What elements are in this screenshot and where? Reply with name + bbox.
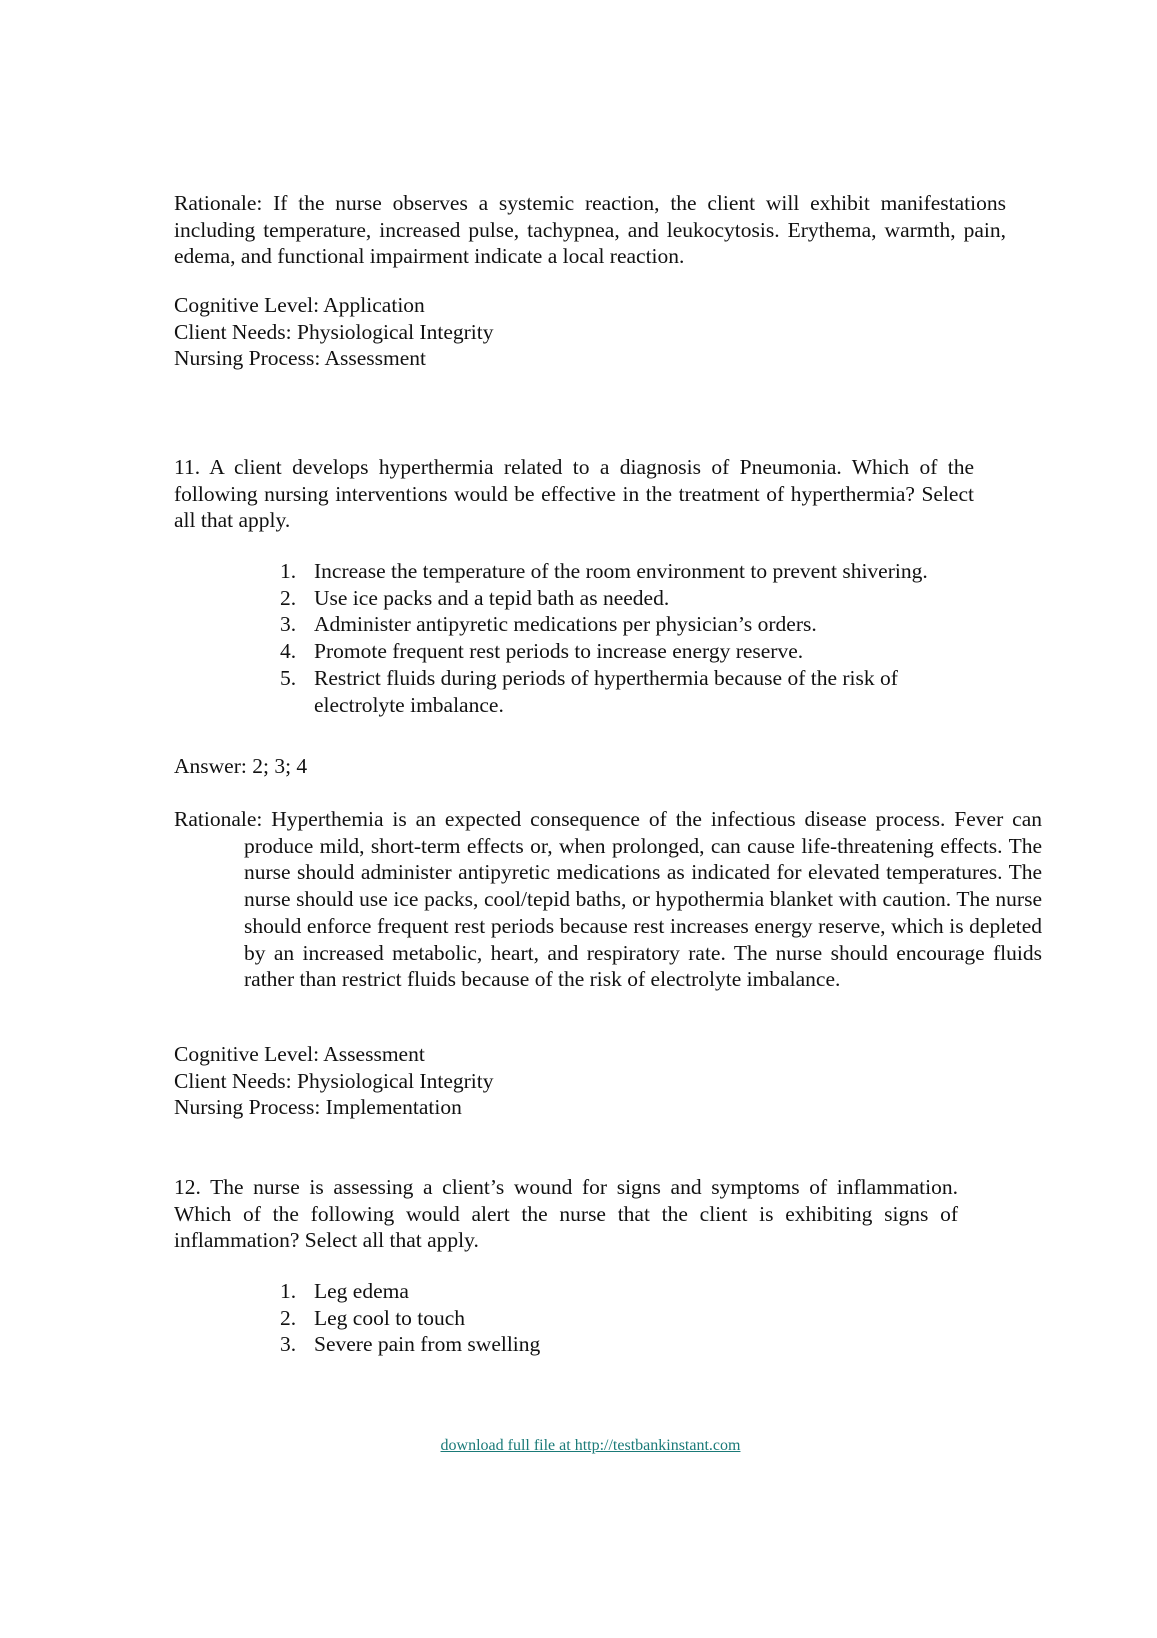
option-item <box>280 585 980 612</box>
rationale-10: Rationale: If the nurse observes a systemic reaction, the client will exhibit manifestations including temperature, increased pulse, tachypnea, and leukocytosis. Erythema, warmth, pain, edema, and functional impairment indicate a local reaction. <box>174 191 1006 269</box>
option-number: 2. <box>280 1305 297 1330</box>
option-number: 3. <box>280 1332 297 1357</box>
option-text: Increase the temperature of the room environment to prevent shivering. <box>314 559 928 583</box>
option-item <box>280 558 980 585</box>
nursing-process-11: Nursing Process: Implementation <box>174 1095 462 1120</box>
option-text: Administer antipyretic medications per physician’s orders. <box>314 612 817 637</box>
option-item <box>280 1305 880 1332</box>
option-text: Leg edema <box>314 1279 409 1303</box>
option-number: 3. <box>280 612 297 637</box>
rationale-11: Rationale: Hyperthemia is an expected consequence of the infectious disease process. Fever can produce mild, short-term effects or, when prolonged, can cause life-threatening effects. The nurse should administer antipyretic medications as indicated for elevated temperatures. The nurse should use ice packs, cool/tepid baths, or hypothermia blanket with caution. The nurse should enforce frequent rest periods because rest increases energy reserve, which is depleted by an increased metabolic, heart, and respiratory rate. The nurse should encourage fluids rather than restrict fluids because of the risk of electrolyte imbalance. <box>174 807 1042 992</box>
client-needs-11: Client Needs: Physiological Integrity <box>174 1068 494 1093</box>
answer-11: Answer: 2; 3; 4 <box>174 754 308 778</box>
question-11-stem: 11. A client develops hyperthermia related to a diagnosis of Pneumonia. Which of the following nursing interventions would be effective in the treatment of hyperthermia? Select all that apply. <box>174 455 974 533</box>
nursing-process-10: Nursing Process: Assessment <box>174 346 427 371</box>
option-text: Use ice packs and a tepid bath as needed. <box>314 585 670 610</box>
option-item <box>280 1331 880 1358</box>
option-number: 4. <box>280 639 297 664</box>
option-item <box>280 1278 880 1305</box>
download-link[interactable]: download full file at http://testbankinstant.com <box>440 1437 741 1454</box>
cognitive-level-11: Cognitive Level: Assessment <box>174 1042 425 1066</box>
cognitive-level-10: Cognitive Level: Application <box>174 293 425 317</box>
meta-10 <box>174 292 493 372</box>
option-number: 1. <box>280 1279 297 1303</box>
option-text: Promote frequent rest periods to increase energy reserve. <box>314 639 804 664</box>
option-item <box>280 611 980 638</box>
option-text: Severe pain from swelling <box>314 1332 541 1357</box>
option-item <box>280 665 942 718</box>
client-needs-10: Client Needs: Physiological Integrity <box>174 319 494 344</box>
option-text: Leg cool to touch <box>314 1305 466 1330</box>
option-number: 1. <box>280 559 297 583</box>
option-text: Restrict fluids during periods of hyperthermia because of the risk of electrolyte imbalance. <box>314 665 898 717</box>
option-item <box>280 638 980 665</box>
meta-11 <box>174 1041 493 1121</box>
question-11-options <box>280 558 980 718</box>
option-number: 2. <box>280 585 297 610</box>
question-12-stem: 12. The nurse is assessing a client’s wound for signs and symptoms of inflammation. Which of the following would alert the nurse that the client is exhibiting signs of inflammation? Select all that apply. <box>174 1175 958 1253</box>
option-number: 5. <box>280 665 297 690</box>
question-12-options <box>280 1278 880 1358</box>
